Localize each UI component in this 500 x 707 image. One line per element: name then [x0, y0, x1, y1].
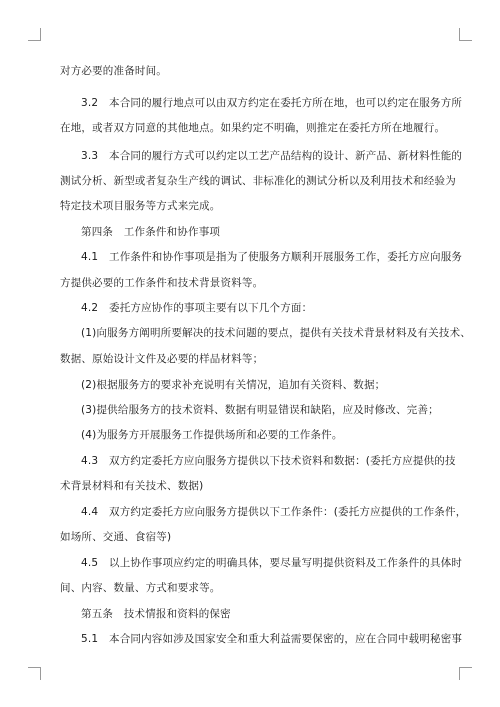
text-line: 4.3 双方约定委托方应向服务方提供以下技术资料和数据：(委托方应提供的技: [81, 455, 456, 467]
text-line: 如场所、交通、食宿等): [60, 531, 172, 543]
crop-mark-bottom-right: [459, 667, 472, 680]
crop-mark-bottom-left: [28, 667, 41, 680]
crop-mark-top-right: [459, 28, 472, 41]
crop-mark-top-left: [28, 28, 41, 41]
section-heading: 第四条 工作条件和协作事项: [81, 226, 221, 238]
text-line: 特定技术项目服务等方式来完成。: [60, 200, 221, 212]
text-line: 数据、原始设计文件及必要的样品材料等；: [60, 353, 264, 365]
section-heading: 第五条 技术情报和资料的保密: [81, 608, 231, 620]
text-line: 测试分析、新型或者复杂生产线的调试、非标准化的测试分析以及利用技术和经验为: [60, 175, 456, 187]
text-line: (4)为服务方开展服务工作提供场所和必要的工作条件。: [81, 429, 343, 441]
text-line: (3)提供给服务方的技术资料、数据有明显错误和缺陷，应及时修改、完善；: [81, 404, 439, 416]
text-line: 5.1 本合同内容如涉及国家安全和重大利益需要保密的，应在合同中载明秘密事: [81, 633, 463, 645]
text-line: 4.1 工作条件和协作事项是指为了使服务方顺利开展服务工作，委托方应向服务: [81, 251, 463, 263]
text-line: 3.3 本合同的履行方式可以约定以工艺产品结构的设计、新产品、新材料性能的: [81, 150, 463, 162]
text-line: 间、内容、数量、方式和要求等。: [60, 582, 221, 594]
text-line: 4.5 以上协作事项应约定的明确具体，要尽量写明提供资料及工作条件的具体时: [81, 557, 463, 569]
text-line: 对方必要的准备时间。: [60, 65, 167, 77]
text-line: 4.4 双方约定委托方应向服务方提供以下工作条件：(委托方应提供的工作条件，: [81, 506, 467, 518]
text-line: 3.2 本合同的履行地点可以由双方约定在委托方所在地，也可以约定在服务方所: [81, 97, 463, 109]
text-line: 4.2 委托方应协作的事项主要有以下几个方面：: [81, 302, 313, 314]
text-line: 在地，或者双方同意的其他地点。如果约定不明确，则推定在委托方所在地履行。: [60, 122, 446, 134]
text-line: 术背景材料和有关技术、数据): [60, 480, 204, 492]
text-line: (2)根据服务方的要求补充说明有关情况，追加有关资料、数据；: [81, 379, 386, 391]
text-line: 方提供必要的工作条件和技术背景资料等。: [60, 277, 264, 289]
text-line: (1)向服务方阐明所要解决的技术问题的要点，提供有关技术背景材料及有关技术、: [81, 327, 471, 339]
